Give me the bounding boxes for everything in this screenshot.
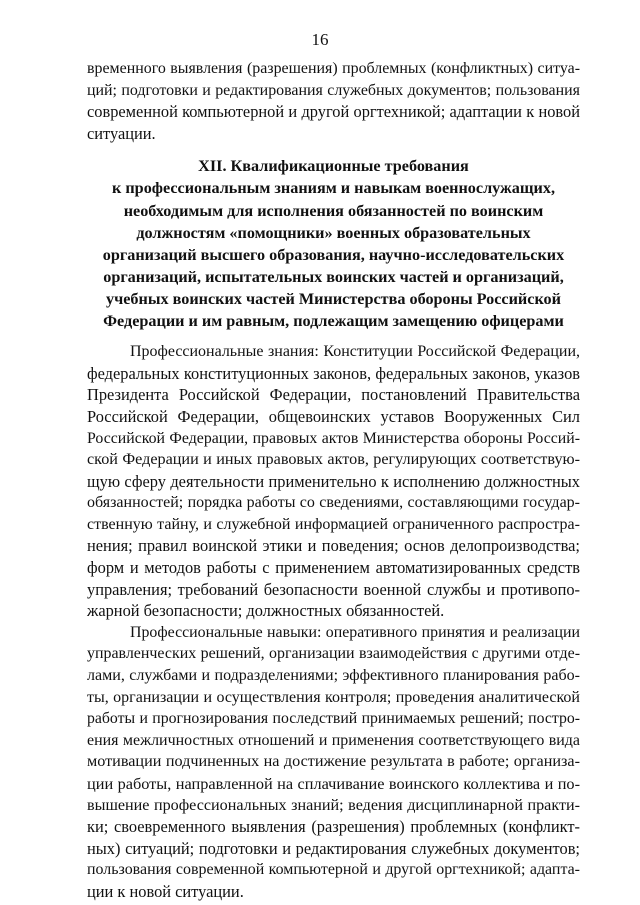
heading-line: организаций, испытательных воинских частей и организаций, xyxy=(103,267,564,286)
heading-line: XII. Квалификационные требования xyxy=(198,157,469,176)
text-line: ения межличностных отношений и применения соответствующего вида xyxy=(87,731,580,749)
heading-line: организаций высшего образования, научно-исследовательских xyxy=(102,245,565,264)
document-body xyxy=(87,58,580,903)
text-line: Российской Федерации, правовых актов Министерства обороны Россий- xyxy=(87,429,580,447)
text-line: ственную тайну, и служебной информацией ограниченного распростра- xyxy=(87,515,580,533)
heading-line: учебных воинских частей Министерства обороны Российской xyxy=(106,289,561,308)
text-line: работы и прогнозирования последствий принимаемых решений; постро- xyxy=(87,710,580,728)
knowledge-paragraph xyxy=(87,341,580,622)
text-line: ской Федерации и иных правовых актов, регулирующих соответствую- xyxy=(87,451,580,469)
text-line: управления; требований безопасности военной службы и противопо- xyxy=(87,579,580,599)
text-line: мотивации подчиненных на достижение результата в работе; организа- xyxy=(87,753,580,771)
skills-paragraph xyxy=(87,622,580,903)
text-line: нения; правил воинской этики и поведения; основ делопроизводства; xyxy=(87,536,580,556)
heading-line: необходимым для исполнения обязанностей по воинским xyxy=(123,201,544,220)
text-line: жарной безопасности; должностных обязанностей. xyxy=(87,601,445,621)
text-line: ки; своевременного выявления (разрешения) проблемных (конфликт- xyxy=(87,817,580,837)
heading-line: должностям «помощники» военных образовательных xyxy=(136,223,531,242)
text-line: ции к новой ситуации. xyxy=(87,881,244,901)
text-line: ций; подготовки и редактирования служебных документов; пользования xyxy=(87,81,580,99)
text-line: Профессиональные знания: Конституции Российской Федерации, xyxy=(130,343,580,361)
text-line: современной компьютерной и другой оргтехникой; адаптации к новой xyxy=(87,102,580,122)
page-number: 16 xyxy=(311,30,329,49)
text-line: вышение профессиональных знаний; ведения дисциплинарной практи- xyxy=(87,796,580,814)
text-line: форм и методов работы с применением автоматизированных средств xyxy=(87,558,580,578)
text-line: Президента Российской Федерации, постановлений Правительства xyxy=(87,385,580,405)
text-line: ситуации. xyxy=(87,123,156,143)
intro-paragraph xyxy=(87,58,580,144)
text-line: ных) ситуаций; подготовки и редактирования служебных документов; xyxy=(87,838,580,858)
heading-line: к профессиональным знаниям и навыкам военнослужащих, xyxy=(111,179,555,198)
heading-line: Федерации и им равным, подлежащим замещению офицерами xyxy=(103,312,564,331)
text-line: ции работы, направленной на сплачивание воинского коллектива и по- xyxy=(87,774,580,793)
text-line: лами, службами и подразделениями; эффективного планирования рабо- xyxy=(87,667,580,685)
text-line: Российской Федерации, общевоинских уставов Вооруженных Сил xyxy=(87,406,580,426)
text-line: пользования современной компьютерной и другой оргтехникой; адапта- xyxy=(87,861,580,879)
text-line: федеральных конституционных законов, федеральных законов, указов xyxy=(87,363,580,383)
text-line: временного выявления (разрешения) проблемных (конфликтных) ситуа- xyxy=(87,60,580,77)
text-line: щую сферу деятельности применительно к исполнению должностных xyxy=(87,471,580,491)
section-heading xyxy=(87,155,580,332)
text-line: управленческих решений, организации взаимодействия с другими отде- xyxy=(87,645,580,663)
text-line: ты, организации и осуществления контроля; проведения аналитической xyxy=(87,688,580,706)
text-line: обязанностей; порядка работы со сведениями, составляющими государ- xyxy=(87,494,580,512)
text-line: Профессиональные навыки: оперативного принятия и реализации xyxy=(130,623,580,641)
